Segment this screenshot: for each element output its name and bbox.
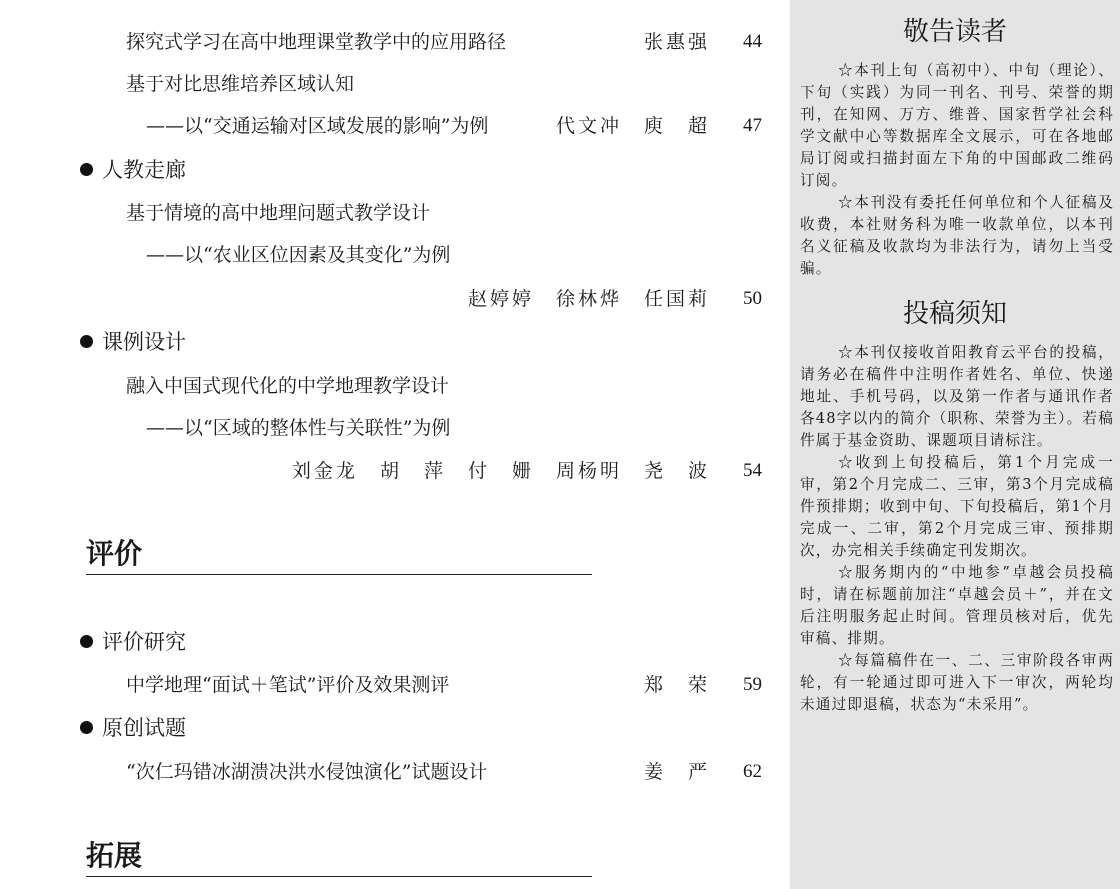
notice-title: 敬告读者 [902,17,1007,47]
article-subtitle: ——以“交通运输对区域发展的影响”为例 [146,115,489,137]
notice-paragraph: ☆本刊没有委托任何单位和个人征稿及收费，本社财务科为唯一收款单位，以本刊名义征稿及收款均为非法行为，请勿上当受骗。 [800,194,1114,277]
column-heading: 原创试题 [80,713,186,745]
page-number: 47 [743,115,762,136]
bullet-icon [80,635,93,648]
article-title: 基于情境的高中地理问题式教学设计 [126,202,431,224]
toc-entry[interactable] [0,371,770,401]
article-authors: 张惠强 [643,31,710,53]
submission-paragraph: ☆收到上旬投稿后，第1个月完成一审，第2个月完成二、三审，第3个月完成稿件预排期；收到中旬、下旬投稿后，第1个月完成一、二审，第2个月完成三审、预排期次，办完相关手续确定刊发期次。 [800,454,1114,559]
column-heading: 课例设计 [80,327,186,359]
submission-paragraph: ☆每篇稿件在一、二、三审阶段各审两轮，有一轮通过即可进入下一审次，两轮均未通过即退稿，状态为“未采用”。 [800,652,1114,713]
page-number: 59 [743,674,762,695]
notice-paragraph: ☆本刊上旬（高初中）、中旬（理论）、下旬（实践）为同一刊名、刊号、荣誉的期刊，在知网、万方、维普、国家哲学社会科学文献中心等数据库全文展示，可在各地邮局订阅或扫描封面左下角的中国邮政二维码订阅。 [800,62,1114,189]
page-number: 54 [743,460,762,481]
bullet-icon [80,721,93,734]
submission-paragraph: ☆服务期内的“中地参”卓越会员投稿时，请在标题前加注“卓越会员＋”，并在文后注明服务起止时间。管理员核对后，优先审稿、排期。 [800,564,1114,647]
page-number: 62 [743,761,762,782]
toc-entry-authors [0,284,770,314]
article-authors: 代文冲 庾 超 [555,115,710,137]
article-authors: 姜 严 [643,761,710,783]
toc-entry[interactable] [0,198,770,228]
article-authors: 郑 荣 [643,674,710,696]
article-authors: 刘金龙 胡 萍 付 姗 周杨明 尧 波 [291,460,710,482]
article-authors: 赵婷婷 徐林烨 任国莉 [467,288,710,310]
toc-entry[interactable] [0,757,770,787]
toc-entry-subtitle [0,413,770,443]
bullet-icon [80,163,93,176]
article-title: “次仁玛错冰湖溃决洪水侵蚀演化”试题设计 [126,761,488,783]
toc-entry-subtitle [0,111,770,141]
article-subtitle: ——以“区域的整体性与关联性”为例 [146,417,451,439]
column-heading: 评价研究 [80,627,186,659]
section-heading-extension: 拓展 [86,838,592,877]
sidebar-notices [790,0,1120,889]
toc-entry-authors [0,456,770,486]
section-heading-evaluation: 评价 [86,536,592,575]
article-subtitle: ——以“农业区位因素及其变化”为例 [146,244,451,266]
article-title: 中学地理“面试＋笔试”评价及效果测评 [126,674,450,696]
page-number: 50 [743,288,762,309]
column-heading: 人教走廊 [80,155,186,187]
article-title: 探究式学习在高中地理课堂教学中的应用路径 [126,31,507,53]
toc-entry[interactable] [0,69,770,99]
submission-paragraph: ☆本刊仅接收首阳教育云平台的投稿，请务必在稿件中注明作者姓名、单位、快递地址、手机号码，以及第一作者与通讯作者各48字以内的简介（职称、荣誉为主）。若稿件属于基金资助、课题项目请标注。 [800,344,1114,449]
toc-entry-subtitle [0,240,770,270]
article-title: 基于对比思维培养区域认知 [126,73,355,95]
article-title: 融入中国式现代化的中学地理教学设计 [126,375,450,397]
toc-entry[interactable] [0,27,770,57]
toc-entry[interactable] [0,670,770,700]
bullet-icon [80,335,93,348]
page-number: 44 [743,31,762,52]
submission-title: 投稿须知 [902,299,1007,329]
